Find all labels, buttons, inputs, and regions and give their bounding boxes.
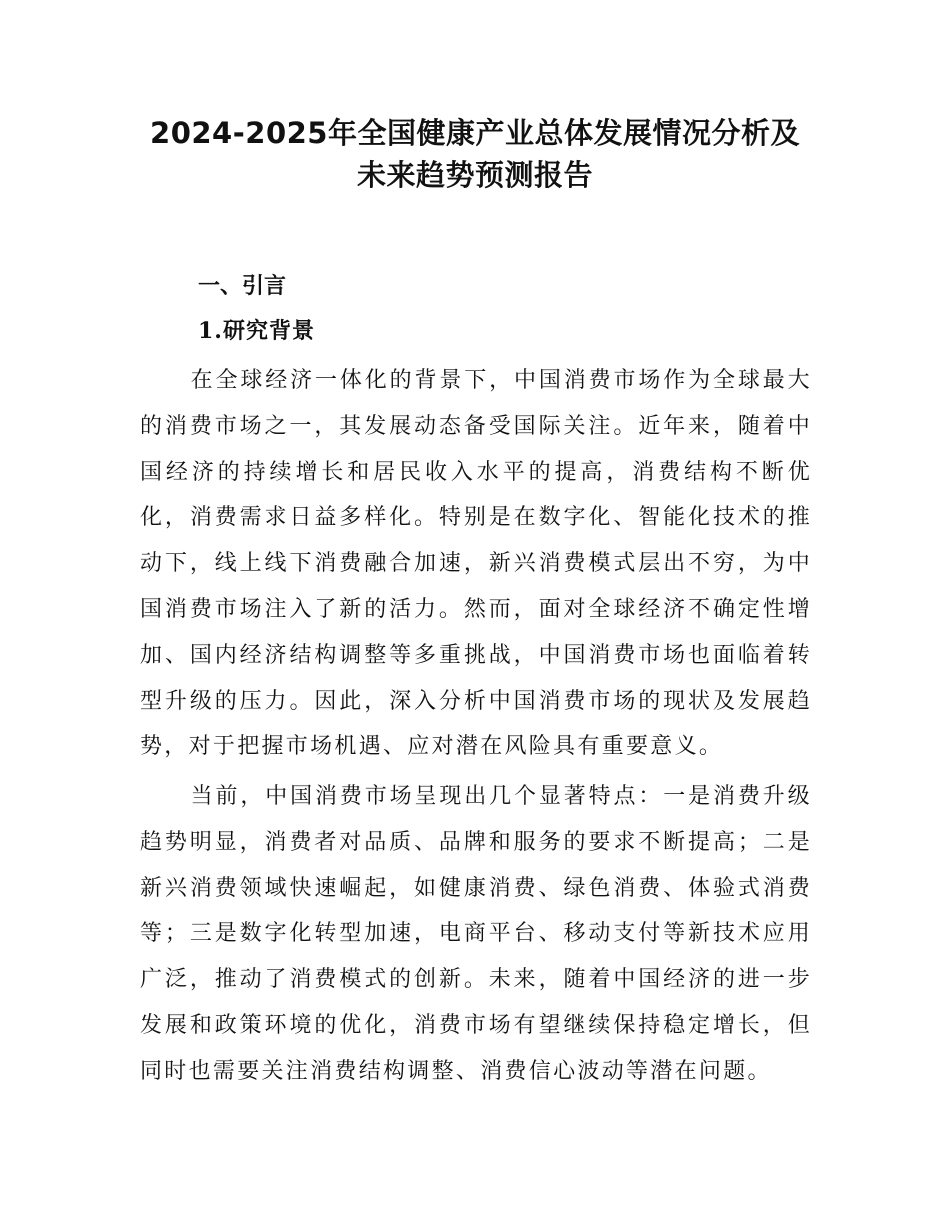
document-title [140, 112, 810, 196]
document-title-line-2: 未来趋势预测报告 [356, 158, 593, 192]
document-title-line-1: 2024-2025年全国健康产业总体发展情况分析及 [150, 116, 800, 150]
section-heading-introduction: 一、引言 [198, 274, 287, 299]
sub-heading-research-background: 1.研究背景 [198, 318, 315, 344]
body-paragraph-1: 在全球经济一体化的背景下，中国消费市场作为全球最大的消费市场之一，其发展动态备受国际关注。近年来，随着中国经济的持续增长和居民收入水平的提高，消费结构不断优化，消费需求日益多样化。特别是在数字化、智能化技术的推动下，线上线下消费融合加速，新兴消费模式层出不穷，为中国消费市场注入了新的活力。然而，面对全球经济不确定性增加、国内经济结构调整等多重挑战，中国消费市场也面临着转型升级的压力。因此，深入分析中国消费市场的现状及发展趋势，对于把握市场机遇、应对潜在风险具有重要意义。 [140, 368, 812, 760]
body-paragraph-2: 当前，中国消费市场呈现出几个显著特点：一是消费升级趋势明显，消费者对品质、品牌和服务的要求不断提高；二是新兴消费领域快速崛起，如健康消费、绿色消费、体验式消费等；三是数字化转型加速，电商平台、移动支付等新技术应用广泛，推动了消费模式的创新。未来，随着中国经济的进一步发展和政策环境的优化，消费市场有望继续保持稳定增长，但同时也需要关注消费结构调整、消费信心波动等潜在问题。 [140, 784, 812, 1084]
